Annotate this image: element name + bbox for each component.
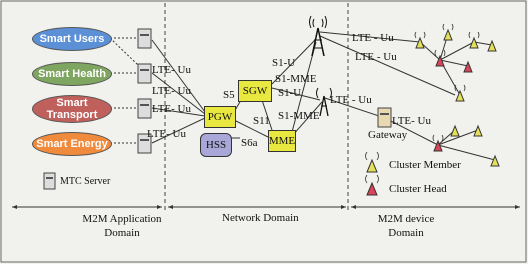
sgw-node: SGW xyxy=(238,80,272,102)
link-label-lte-uu: LTE- Uu xyxy=(152,85,192,97)
link-label-lte-uu: LTE- Uu xyxy=(392,115,432,127)
link-label-s1u: S1-U xyxy=(272,57,296,69)
smart-users-ellipse: Smart Users xyxy=(32,27,112,51)
mtc-server-icon xyxy=(138,64,151,83)
domain-label-network: Network Domain xyxy=(222,212,299,224)
mme-node: MME xyxy=(268,130,296,152)
link-label-s1mme: S1-MME xyxy=(275,73,317,85)
mtc-server-legend-icon xyxy=(44,173,55,189)
cell-tower-icon xyxy=(310,16,327,56)
domain-label-device: M2M device Domain xyxy=(377,213,435,239)
mtc-server-icon xyxy=(138,29,151,48)
link-label-lte-uu: LTE - Uu xyxy=(352,32,394,44)
domain-label-application: M2M Application Domain xyxy=(82,213,162,239)
link-label-lte-uu: LTE - Uu xyxy=(330,94,372,106)
smart-energy-ellipse: Smart Energy xyxy=(32,132,112,156)
link-label-s11: S11 xyxy=(253,115,270,127)
smart-health-ellipse: Smart Health xyxy=(32,62,112,86)
link-label-s1u: S1-U xyxy=(278,87,302,99)
smart-transport-ellipse: Smart Transport xyxy=(32,95,112,123)
link-label-s1mme: S1-MME xyxy=(278,110,320,122)
link-label-lte-uu: LTE- Uu xyxy=(147,128,187,140)
gateway-icon xyxy=(378,108,391,127)
link-label-lte-uu: LTE - Uu xyxy=(355,51,397,63)
cluster-head-label: Cluster Head xyxy=(389,183,447,195)
pgw-node: PGW xyxy=(204,106,236,128)
link-label-lte-uu: LTE- Uu xyxy=(152,103,192,115)
cluster-member-label: Cluster Member xyxy=(389,159,461,171)
link-label-s6a: S6a xyxy=(241,137,258,149)
link-label-s5: S5 xyxy=(223,89,235,101)
hss-node: HSS xyxy=(200,133,232,157)
gateway-label: Gateway xyxy=(368,129,408,141)
link-label-lte-uu: LTE- Uu xyxy=(152,64,192,76)
mtc-server-label: MTC Server xyxy=(60,176,111,187)
mtc-server-icon xyxy=(138,99,151,118)
